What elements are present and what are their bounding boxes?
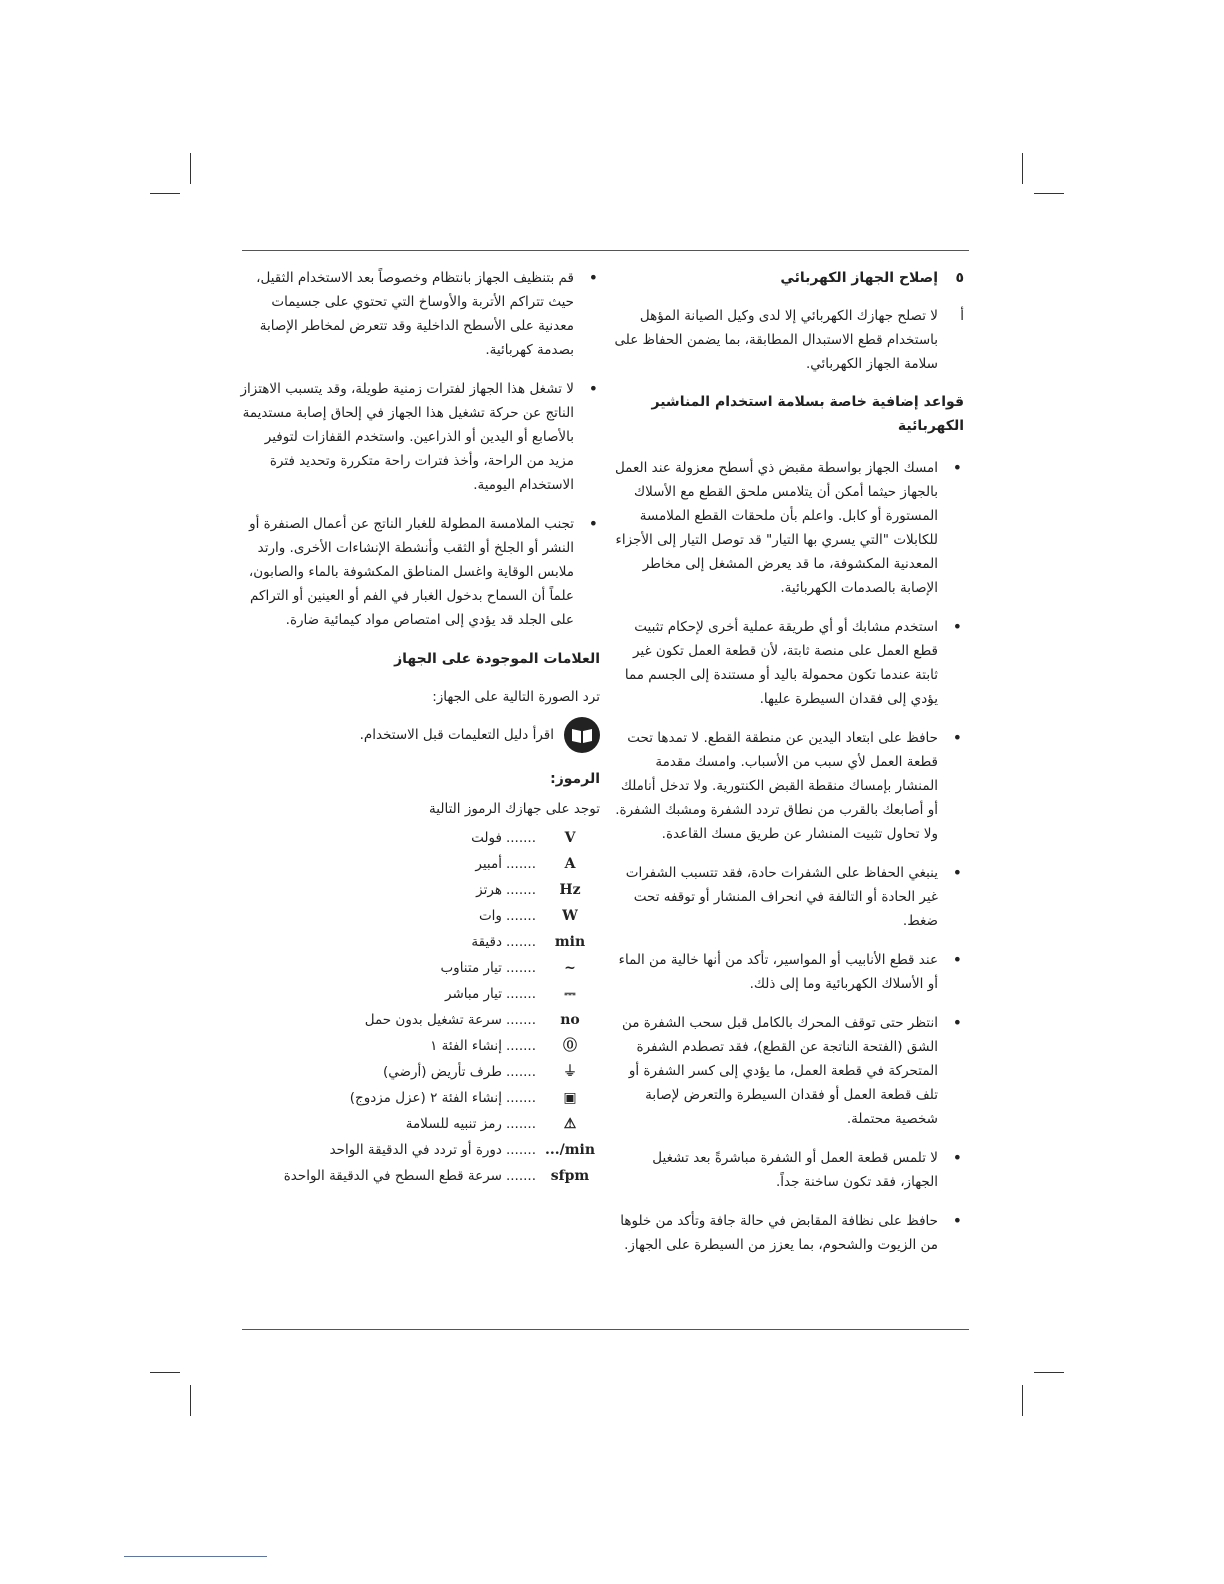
symbol-glyph: no <box>560 1012 580 1028</box>
symbol-row <box>240 825 600 851</box>
symbol-glyph: A <box>564 856 576 872</box>
symbol-glyph: V <box>564 830 576 846</box>
bottom-underline-link <box>124 1556 267 1557</box>
symbol-row <box>240 1085 600 1111</box>
list-item: • انتظر حتى توقف المحرك بالكامل قبل سحب الشفرة من الشق (الفتحة الناتجة عن القطع)، فقد تصطدم الشفرة المتحركة في قطعة العمل، ما يؤدي إلى كسر الشفرة أو تلف قطعة العمل أو فقدان السيطرة والتعرض لإصابة شخصية محتملة. <box>614 1011 964 1131</box>
leader-dots: ....... <box>505 1012 536 1028</box>
list-item: • حافظ على ابتعاد اليدين عن منطقة القطع. لا تمدها تحت قطعة العمل لأي سبب من الأسباب. وامسك مقدمة المنشار بإمساك منقطة القبض الكنتورية. ولا تدخل أناملك أو أصابعك بالقرب من نطاق تردد الشفرة ومشبك الشفرة. ولا تحاول تثبيت المنشار عن طريق مسك القاعدة. <box>614 726 964 846</box>
list-item: • تجنب الملامسة المطولة للغبار الناتج عن أعمال الصنفرة أو النشر أو الجلخ أو الثقب وأنشطة الإنشاءات الأخرى. وارتد ملابس الوقاية واغسل المناطق المكشوفة بالماء والصابون، علماً أن السماح بدخول الغبار في الفم أو العينين أو التراكم على الجلد قد يؤدي إلى امتصاص مواد كيمائية ضارة. <box>240 512 600 632</box>
symbol-description: هرتز <box>476 882 502 898</box>
symbol-row <box>240 1059 600 1085</box>
symbol-description: أمبير <box>475 856 502 872</box>
symbol-description: إنشاء الفئة ٢ (عزل مزدوج) <box>349 1090 502 1106</box>
list-item: • ينبغي الحفاظ على الشفرات حادة، فقد تتسبب الشفرات غير الحادة أو التالفة في انحراف المنشار أو توقفه تحت ضغط. <box>614 861 964 933</box>
symbol-row <box>240 929 600 955</box>
manual-note: اقرأ دليل التعليمات قبل الاستخدام. <box>359 727 554 743</box>
crop-mark <box>150 1372 180 1373</box>
leader-dots: ....... <box>505 882 536 898</box>
list-item: • لا تلمس قطعة العمل أو الشفرة مباشرةً بعد تشغيل الجهاز، فقد تكون ساخنة جداً. <box>614 1146 964 1194</box>
symbol-row <box>240 1111 600 1137</box>
symbol-row <box>240 1007 600 1033</box>
leader-dots: ....... <box>505 934 536 950</box>
leader-dots: ....... <box>505 1064 536 1080</box>
leader-dots: ....... <box>505 856 536 872</box>
item-text: لا تصلح جهازك الكهربائي إلا لدى وكيل الصيانة المؤهل باستخدام قطع الاستبدال المطابقة، بما يضمن الحفاظ على سلامة الجهاز الكهربائي. <box>614 308 938 372</box>
crop-mark <box>1034 1372 1064 1373</box>
symbols-table <box>240 825 600 1189</box>
symbol-glyph: W <box>562 908 578 924</box>
list-item: • امسك الجهاز بواسطة مقبض ذي أسطح معزولة عند العمل بالجهاز حيثما أمكن أن يتلامس ملحق القطع مع الأسلاك المستورة أو كابل. واعلم بأن ملحقات القطع الملامسة للكابلات "التي يسري بها التيار" قد توصل التيار إلى الأجزاء المعدنية المكشوفة، ما قد يعرض المشغل إلى مخاطر الإصابة بالصدمات الكهربائية. <box>614 456 964 600</box>
symbol-row <box>240 877 600 903</box>
symbol-description: إنشاء الفئة ١ <box>430 1038 502 1054</box>
leader-dots: ....... <box>505 830 536 846</box>
symbol-row <box>240 903 600 929</box>
markings-intro: ترد الصورة التالية على الجهاز: <box>432 689 600 705</box>
symbol-description: طرف تأريض (أرضي) <box>382 1064 502 1080</box>
symbol-glyph: ▣ <box>563 1090 577 1106</box>
symbol-description: سرعة قطع السطح في الدقيقة الواحدة <box>283 1168 502 1184</box>
symbol-glyph: ⚠ <box>563 1116 577 1132</box>
symbol-row <box>240 1137 600 1163</box>
symbol-glyph: .../min <box>544 1142 596 1158</box>
symbol-row <box>240 981 600 1007</box>
leader-dots: ....... <box>505 960 536 976</box>
safety-bullet-list <box>614 456 964 1257</box>
right-column <box>614 266 964 1272</box>
leader-dots: ....... <box>505 1168 536 1184</box>
subheading: قواعد إضافية خاصة بسلامة استخدام المناشير الكهربائية <box>651 394 964 434</box>
symbol-glyph: ⓪ <box>563 1038 577 1054</box>
symbol-row <box>240 955 600 981</box>
list-item: • عند قطع الأنابيب أو المواسير، تأكد من أنها خالية من الماء أو الأسلاك الكهربائية وما إلى ذلك. <box>614 948 964 996</box>
bottom-rule <box>242 1329 969 1330</box>
symbol-description: سرعة تشغيل بدون حمل <box>364 1012 502 1028</box>
markings-heading: العلامات الموجودة على الجهاز <box>394 651 600 667</box>
leader-dots: ....... <box>505 1090 536 1106</box>
symbol-description: رمز تنبيه للسلامة <box>405 1116 502 1132</box>
leader-dots: ....... <box>505 1038 536 1054</box>
leader-dots: ....... <box>505 986 536 1002</box>
symbols-intro: توجد على جهازك الرموز التالية <box>429 801 600 817</box>
symbol-glyph: ⏚ <box>563 1064 577 1080</box>
symbol-glyph: sfpm <box>550 1168 590 1184</box>
read-manual-icon <box>564 717 600 753</box>
symbol-glyph: min <box>554 934 586 950</box>
symbol-description: فولت <box>471 830 502 846</box>
safety-bullet-list <box>240 266 600 632</box>
symbol-row <box>240 851 600 877</box>
crop-mark <box>190 1385 191 1416</box>
section-heading <box>614 266 964 290</box>
crop-mark <box>190 153 191 184</box>
symbol-description: دورة أو تردد في الدقيقة الواحد <box>329 1142 502 1158</box>
leader-dots: ....... <box>505 1116 536 1132</box>
crop-mark <box>1022 153 1023 184</box>
leader-dots: ....... <box>505 1142 536 1158</box>
leader-dots: ....... <box>505 908 536 924</box>
section-number: ٥ <box>955 270 964 286</box>
list-item: • استخدم مشابك أو أي طريقة عملية أخرى لإحكام تثبيت قطع العمل على منصة ثابتة، لأن قطعة العمل تكون غير ثابتة عندما تكون محمولة باليد أو مستندة إلى الجسم مما يؤدي إلى فقدان السيطرة عليها. <box>614 615 964 711</box>
symbol-description: وات <box>478 908 502 924</box>
list-item: • حافظ على نظافة المقابض في حالة جافة وتأكد من خلوها من الزيوت والشحوم، بما يعزز من السيطرة على الجهاز. <box>614 1209 964 1257</box>
item-marker: أ <box>960 308 964 324</box>
repair-item <box>614 304 964 376</box>
crop-mark <box>150 193 180 194</box>
section-title: إصلاح الجهاز الكهربائي <box>780 270 938 286</box>
symbol-row <box>240 1163 600 1189</box>
symbols-heading: الرموز: <box>550 771 600 787</box>
symbol-description: دقيقة <box>471 934 502 950</box>
symbol-description: تيار مباشر <box>445 986 502 1002</box>
manual-note-row <box>240 717 600 753</box>
left-column <box>240 266 600 1189</box>
top-rule <box>242 250 969 251</box>
symbol-glyph: Hz <box>559 882 581 898</box>
symbol-row <box>240 1033 600 1059</box>
crop-mark <box>1022 1385 1023 1416</box>
list-item: • قم بتنظيف الجهاز بانتظام وخصوصاً بعد الاستخدام الثقيل، حيث تتراكم الأتربة والأوساخ التي تحتوي على جسيمات معدنية على الأسطح الداخلية وقد تتعرض لمخاطر الإصابة بصدمة كهربائية. <box>240 266 600 362</box>
symbol-glyph: ~ <box>564 960 576 976</box>
symbol-description: تيار متناوب <box>440 960 502 976</box>
list-item: • لا تشغل هذا الجهاز لفترات زمنية طويلة، وقد يتسبب الاهتزاز الناتج عن حركة تشغيل هذا الجهاز في إلحاق إصابة مستديمة بالأصابع أو اليدين أو الذراعين. واستخدم القفازات لتوفير مزيد من الراحة، وأخذ فترات راحة متكررة وتحديد فترة الاستخدام اليومية. <box>240 377 600 497</box>
symbol-glyph: ⎓ <box>564 986 576 1002</box>
crop-mark <box>1034 193 1064 194</box>
